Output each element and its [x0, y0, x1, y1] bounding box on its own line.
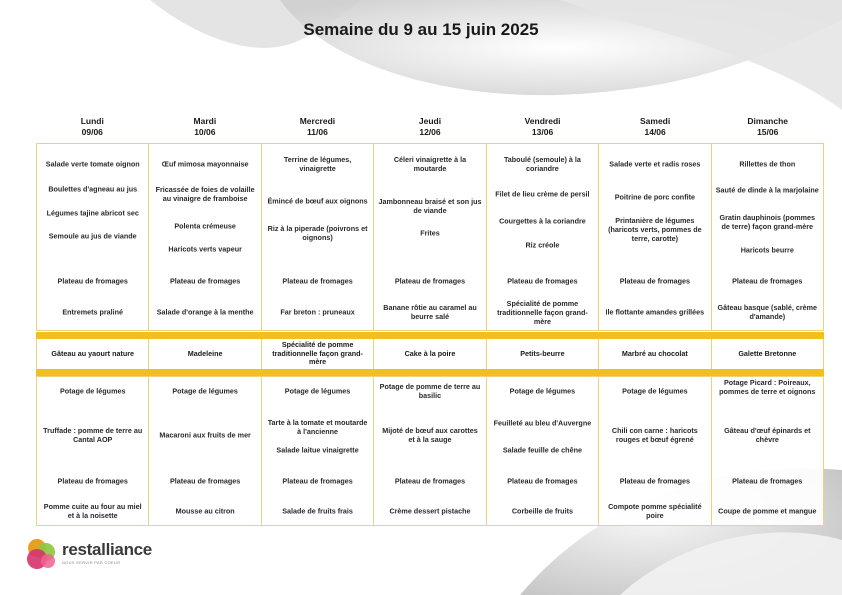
day-name: Dimanche	[747, 116, 789, 126]
snack-item: Marbré au chocolat	[599, 339, 711, 369]
snack-item: Spécialité de pomme traditionnelle façon grand-mère	[262, 339, 374, 369]
lunch-dish: Plateau de fromages	[57, 276, 128, 286]
lunch-grid	[36, 143, 824, 331]
lunch-dish: Filet de lieu crème de persil	[495, 189, 590, 199]
dinner-column	[374, 377, 486, 526]
snack-row	[36, 339, 824, 369]
dinner-dish: Potage de pomme de terre au basilic	[379, 382, 481, 400]
dinner-dish: Pomme cuite au four au miel et à la noisette	[43, 502, 142, 520]
dinner-dish: Crème dessert pistache	[389, 506, 471, 516]
lunch-dish: Banane rôtie au caramel au beurre salé	[383, 303, 477, 321]
snack-item: Madeleine	[149, 339, 261, 369]
dinner-dish: Salade feuille de chêne	[502, 445, 582, 455]
dinner-dish: Salade laitue vinaigrette	[276, 445, 359, 455]
day-date: 11/06	[307, 127, 328, 137]
lunch-dish: Plateau de fromages	[619, 276, 690, 286]
dinner-dish: Potage de légumes	[284, 386, 351, 396]
dinner-column	[37, 377, 149, 526]
lunch-dish: Plateau de fromages	[282, 276, 353, 286]
dinner-dish: Potage de légumes	[509, 386, 576, 396]
dinner-dish: Plateau de fromages	[282, 476, 353, 486]
dinner-column	[262, 377, 374, 526]
lunch-dish: Émincé de bœuf aux oignons	[267, 196, 368, 206]
day-name: Lundi	[80, 116, 104, 126]
lunch-dish: Plateau de fromages	[394, 276, 466, 286]
day-headers	[36, 116, 824, 140]
day-date: 12/06	[419, 127, 441, 137]
day-date: 14/06	[644, 127, 666, 137]
lunch-column	[487, 144, 599, 331]
dinner-dish: Coupe de pomme et mangue	[718, 506, 817, 516]
lunch-dish: Plateau de fromages	[169, 276, 241, 286]
lunch-dish: Fricassée de foies de volaille au vinaigre de framboise	[155, 185, 255, 203]
lunch-dish: Entremets praliné	[62, 307, 124, 317]
dinner-dish: Potage de légumes	[622, 386, 688, 396]
snack-item: Petits-beurre	[487, 339, 599, 369]
lunch-dish: Légumes tajine abricot sec	[46, 208, 139, 218]
dinner-dish: Potage de légumes	[172, 386, 238, 396]
day-header	[374, 116, 487, 140]
dinner-grid	[36, 376, 824, 526]
lunch-column	[262, 144, 374, 331]
lunch-column	[374, 144, 486, 331]
lunch-dish: Taboulé (semoule) à la coriandre	[503, 155, 581, 173]
lunch-dish: Frites	[420, 228, 440, 238]
day-date: 10/06	[194, 127, 216, 137]
lunch-dish: Riz créole	[525, 240, 560, 250]
lunch-dish: Salade verte et radis roses	[609, 159, 701, 169]
lunch-dish: Poitrine de porc confite	[614, 192, 695, 202]
day-name: Jeudi	[418, 116, 442, 126]
lunch-dish: Boulettes d'agneau au jus	[48, 184, 138, 194]
day-date: 13/06	[531, 127, 554, 137]
lunch-dish: Rillettes de thon	[739, 159, 796, 169]
dinner-dish: Potage Picard : Poireaux, pommes de terre et oignons	[719, 378, 816, 396]
day-date: 09/06	[81, 127, 103, 137]
page-title: Semaine du 9 au 15 juin 2025	[303, 20, 539, 39]
dinner-column	[487, 377, 599, 526]
separator-band	[36, 369, 824, 376]
day-header	[486, 116, 599, 140]
day-date: 15/06	[757, 127, 779, 137]
day-header	[711, 116, 824, 140]
day-header	[599, 116, 712, 140]
separator-band	[36, 332, 824, 339]
day-header	[261, 116, 374, 140]
dinner-dish: Plateau de fromages	[169, 476, 241, 486]
dinner-dish: Chili con carne : haricots rouges et bœuf égrené	[611, 426, 698, 444]
day-name: Mardi	[193, 116, 217, 126]
lunch-column	[599, 144, 711, 331]
dinner-dish: Feuilleté au bleu d'Auvergne	[493, 418, 592, 428]
dinner-dish: Plateau de fromages	[57, 476, 128, 486]
snack-item: Cake à la poire	[374, 339, 486, 369]
dinner-dish: Macaroni aux fruits de mer	[159, 430, 251, 440]
lunch-dish: Salade d'orange à la menthe	[156, 307, 254, 317]
lunch-dish: Printanière de légumes (haricots verts, pommes de terre, carotte)	[608, 215, 702, 243]
day-name: Vendredi	[524, 116, 561, 126]
day-name: Mercredi	[299, 116, 336, 126]
lunch-dish: Far breton : pruneaux	[280, 307, 355, 317]
snack-item: Gâteau au yaourt nature	[37, 339, 149, 369]
dinner-dish: Compote pomme spécialité poire	[608, 502, 702, 520]
lunch-dish: Plateau de fromages	[507, 276, 578, 286]
lunch-column	[149, 144, 261, 331]
dinner-dish: Salade de fruits frais	[282, 506, 353, 516]
day-name: Samedi	[640, 116, 671, 126]
lunch-dish: Gâteau basque (sablé, crème d'amande)	[717, 303, 818, 321]
dinner-dish: Tarte à la tomate et moutarde à l'ancienne	[267, 418, 368, 436]
day-header	[149, 116, 262, 140]
dinner-dish: Truffade : pomme de terre au Cantal AOP	[43, 426, 143, 444]
logo-mark-icon	[24, 537, 60, 571]
dinner-dish: Mijoté de bœuf aux carottes et à la sauge	[382, 426, 478, 444]
logo-tagline: NOUS SERVIR PAR COEUR	[62, 560, 121, 565]
dinner-column	[149, 377, 261, 526]
lunch-dish: Haricots beurre	[740, 245, 794, 255]
lunch-dish: Sauté de dinde à la marjolaine	[715, 185, 819, 195]
lunch-dish: Spécialité de pomme traditionnelle façon grand-mère	[497, 298, 588, 326]
restalliance-logo	[22, 535, 202, 575]
dinner-dish: Plateau de fromages	[507, 476, 578, 486]
lunch-dish: Gratin dauphinois (pommes de terre) façon grand-mère	[719, 213, 815, 231]
logo-wordmark: restalliance	[62, 540, 152, 559]
snack-item: Galette Bretonne	[712, 339, 824, 369]
dinner-dish: Mousse au citron	[175, 506, 235, 516]
dinner-dish: Plateau de fromages	[394, 476, 466, 486]
lunch-dish: Courgettes à la coriandre	[499, 216, 586, 226]
dinner-column	[599, 377, 711, 526]
dinner-column	[712, 377, 824, 526]
lunch-dish: Salade verte tomate oignon	[45, 159, 140, 169]
lunch-dish: Semoule au jus de viande	[48, 231, 137, 241]
lunch-dish: Polenta crémeuse	[174, 221, 236, 231]
lunch-dish: Riz à la piperade (poivrons et oignons)	[267, 224, 368, 242]
dinner-dish: Corbeille de fruits	[511, 506, 573, 516]
lunch-dish: Haricots verts vapeur	[168, 244, 242, 254]
lunch-column	[37, 144, 149, 331]
dinner-dish: Plateau de fromages	[619, 476, 690, 486]
lunch-dish: Ile flottante amandes grillées	[605, 307, 705, 317]
lunch-dish: Céleri vinaigrette à la moutarde	[393, 155, 467, 173]
lunch-dish: Œuf mimosa mayonnaise	[161, 159, 249, 169]
lunch-column	[712, 144, 824, 331]
lunch-dish: Terrine de légumes, vinaigrette	[283, 155, 352, 173]
dinner-dish: Plateau de fromages	[732, 476, 803, 486]
dinner-dish: Gâteau d'œuf épinards et chèvre	[724, 426, 811, 444]
lunch-dish: Jambonneau braisé et son jus de viande	[378, 197, 482, 215]
dinner-dish: Potage de légumes	[59, 386, 126, 396]
day-header	[36, 116, 149, 140]
lunch-dish: Plateau de fromages	[732, 276, 803, 286]
